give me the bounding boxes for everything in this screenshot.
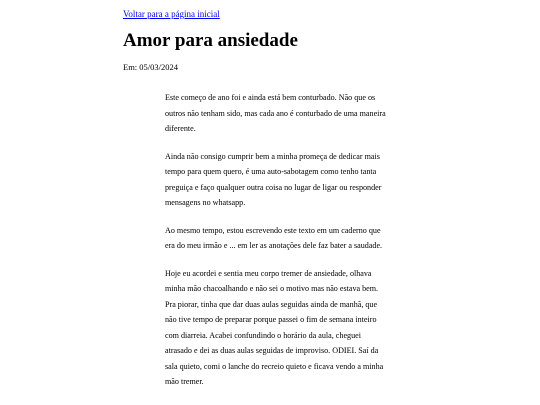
post-paragraph: Este começo de ano foi e ainda está bem conturbado. Não que os outros não tenham sido, mas cada ano é conturbado de uma maneira diferente. xyxy=(165,93,386,133)
post-paragraph: Ao mesmo tempo, estou escrevendo este texto em um caderno que era do meu irmão e ... em ler as anotações dele faz bater a saudade. xyxy=(165,225,383,250)
post-paragraph: Hoje eu acordei e sentia meu corpo tremer de ansiedade, olhava minha mão chacoalhando e não sei o motivo mas não estava bem. Pra piorar, tinha que dar duas aulas seguidas ainda de manhã, que não tive tempo de preparar porque passei o fim de semana inteiro com diarreia. Acabei confundindo o horário da aula, cheguei atrasado e dei as duas aulas seguidas de improviso. ODIEI. Saí da sala quieto, comi o lanche do recreio quieto e ficava vendo a minha mão tremer. xyxy=(165,268,384,386)
post-date-value: 05/03/2024 xyxy=(139,62,179,72)
post-date-label: Em: xyxy=(123,62,138,72)
post-body xyxy=(165,90,387,402)
back-to-home-link[interactable]: Voltar para a página inicial xyxy=(123,9,220,19)
post-paragraph: Ainda não consigo cumprir bem a minha promeça de dedicar mais tempo para quem quero, é uma auto-sabotagem como tenho tanta preguiça e faço qualquer outra coisa no lugar de ligar ou responder mensagens no whatsapp. xyxy=(165,151,382,207)
post-title: Amor para ansiedade xyxy=(123,30,298,51)
post-date xyxy=(123,62,178,73)
